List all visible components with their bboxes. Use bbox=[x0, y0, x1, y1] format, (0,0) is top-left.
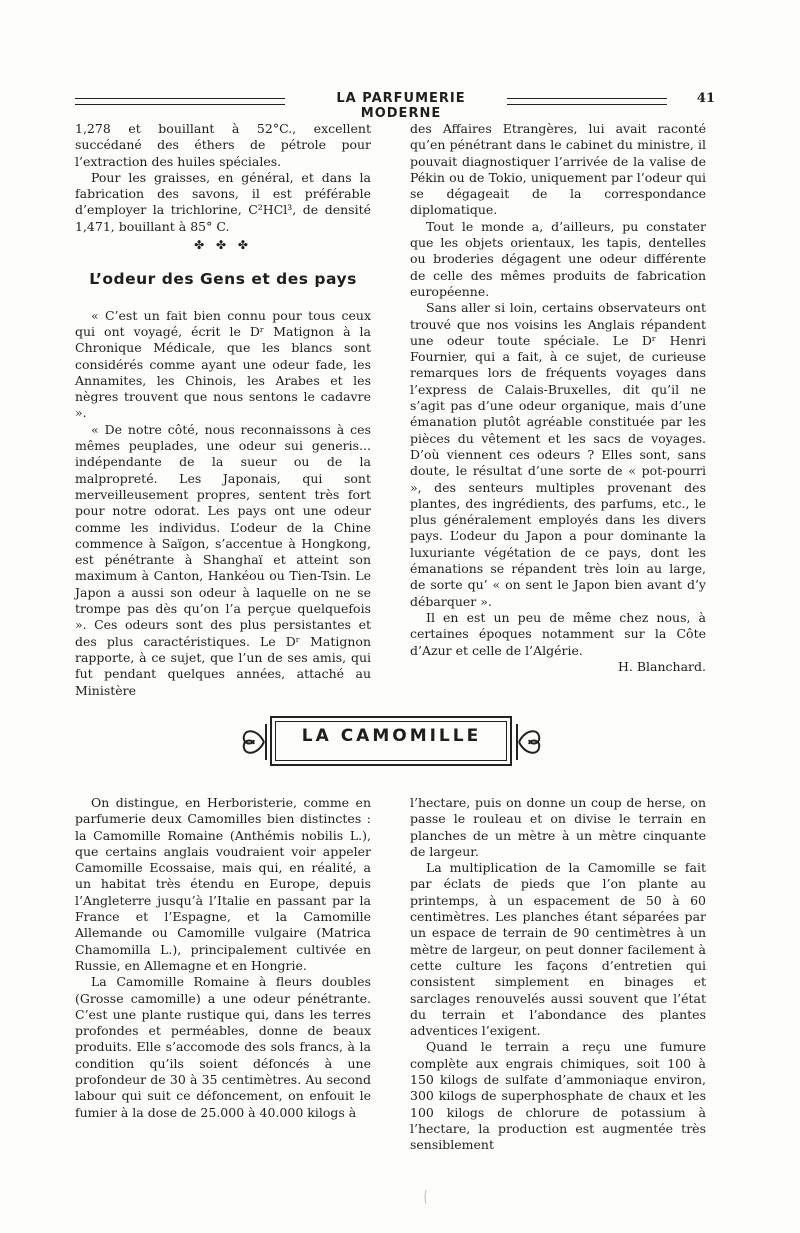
left-column-top bbox=[75, 121, 371, 699]
journal-title: LA PARFUMERIE MODERNE bbox=[336, 91, 466, 121]
header-rule-left bbox=[75, 98, 285, 105]
paragraph: La multiplication de la Camomille se fait par éclats de pieds que l’on plante au printemps, à un espacement de 50 à 60 centimètres. Les planches étant séparées par un espace de terrain de 90 centimètres à un mètre de largeur, on peut donner facilement à cette culture les façons d’entretien qui consistent simplement en binages et sarclages renouvelés aussi souvent que l’état du terrain et l’abondance des plantes adventices l’exigent. bbox=[410, 860, 706, 1039]
paragraph: l’hectare, puis on donne un coup de herse, on passe le rouleau et on divise le terrain en planches de un mètre à un mètre cinquante de largeur. bbox=[410, 795, 706, 859]
page-number: 41 bbox=[696, 91, 715, 106]
paragraph: On distingue, en Herboristerie, comme en parfumerie deux Camomilles bien distinctes : la Camomille Romaine (Anthémis nobilis L.), que certains anglais voudraient voir appeler Camomille Ecossaise, mais qui, en réalité, a un habitat très étendu en Europe, depuis l’Angleterre jusqu’à l’Italie en passant par la France et l’Espagne, et la Camomille Allemande ou Camomille vulgaire (Matrica Chamomilla L.), principalement cultivée en Russie, en Allemagne et en Hongrie. bbox=[75, 795, 371, 973]
section-heading: L’odeur des Gens et des pays bbox=[89, 270, 357, 289]
paragraph: Tout le monde a, d’ailleurs, pu constater que les objets orientaux, les tapis, dentelles ou broderies dégagent une odeur différente de celle des mêmes produits de fabrication européenne. bbox=[410, 218, 706, 299]
header-rule-right bbox=[507, 98, 667, 105]
paragraph: « C’est un fait bien connu pour tous ceux qui ont voyagé, écrit le Dʳ Matignon à la Chronique Médicale, que les blancs sont considérés comme ayant une odeur fade, les Annamites, les Chinois, les Arabes et les nègres trouvent que nous sentons le cadavre ». bbox=[75, 307, 371, 421]
right-flourish-ornament bbox=[515, 722, 545, 762]
paragraph: Pour les graisses, en général, et dans la fabrication des savons, il est préférable d’employer la trichlorine, C²HCl³, de densité 1,471, bouillant à 85° C. bbox=[75, 169, 371, 234]
paragraph: Quand le terrain a reçu une fumure complète aux engrais chimiques, soit 100 à 150 kilogs de sulfate d’ammoniaque environ, 300 kilogs de superphosphate de chaux et les 100 kilogs de chlorure de potassium à l’hectare, la production est augmentée très sensiblement bbox=[410, 1039, 706, 1153]
article-banner bbox=[238, 712, 545, 772]
right-column-bottom bbox=[410, 795, 706, 1154]
paragraph: des Affaires Etrangères, lui avait raconté qu’en pénétrant dans le cabinet du ministre, il pouvait diagnostiquer l’arrivée de la valise de Pékin ou de Tokio, uniquement par l’odeur qui se dégageait de la correspondance diplomatique. bbox=[410, 121, 706, 218]
paragraph: 1,278 et bouillant à 52°C., excellent succédané des éthers de pétrole pour l’extraction des huiles spéciales. bbox=[75, 121, 371, 169]
article-title: LA CAMOMILLE bbox=[301, 726, 482, 746]
paragraph: Il en est un peu de même chez nous, à certaines époques notamment sur la Côte d’Azur et celle de l’Algérie. bbox=[410, 609, 706, 658]
paper-speck bbox=[424, 1190, 428, 1204]
right-column-top bbox=[410, 121, 706, 675]
paragraph: « De notre côté, nous reconnaissons à ces mêmes peuplades, une odeur sui generis... indépendante de la sueur ou de la malpropreté. Les Japonais, qui sont merveilleusement propres, sentent très fort pour notre odorat. Les pays ont une odeur comme les individus. L’odeur de la Chine commence à Saïgon, s’accentue à Hongkong, est pénétrante à Shanghaï et atteint son maximum à Canton, Hankéou ou Tien-Tsin. Le Japon a aussi son odeur à laquelle on ne se trompe pas dès qu’on l’a perçue quelquefois ». Ces odeurs sont des plus persistantes et des plus caractéristiques. Le Dʳ Matignon rapporte, à ce sujet, que l’un de ses amis, qui fut pendant quelques années, attaché au Ministère bbox=[75, 421, 371, 698]
paragraph: Sans aller si loin, certains observateurs ont trouvé que nos voisins les Anglais répandent une odeur toute spéciale. Le Dʳ Henri Fournier, qui a fait, à ce sujet, de curieuse remarques lors de fréquents voyages dans l’express de Calais-Bruxelles, dit qu’il ne s’agit pas d’une odeur organique, mais d’une émanation plutôt agréable constituée par les pièces du vêtement et les sacs de voyages. D’où viennent ces odeurs ? Elles sont, sans doute, le résultat d’une sorte de « pot-pourri », des senteurs multiples provenant des plantes, des ingrédients, des parfums, etc., le plus généralement employés dans les divers pays. L’odeur du Japon a pour dominante la luxuriante végétation de ce pays, dont les émanations se répandent très loin au large, de sorte qu’ « on sent le Japon bien avant d’y débarquer ». bbox=[410, 300, 706, 609]
ornament-divider: ✤ ✤ ✤ bbox=[194, 238, 252, 253]
author-signature: H. Blanchard. bbox=[618, 658, 706, 674]
running-header bbox=[75, 91, 715, 121]
left-column-bottom bbox=[75, 795, 371, 1121]
paragraph: La Camomille Romaine à fleurs doubles (Grosse camomille) a une odeur pénétrante. C’est une plante rustique qui, dans les terres profondes et perméables, donne de beaux produits. Elle s’accomode des sols francs, à la condition qu’ils soient défoncés à une profondeur de 30 à 35 centimètres. Au second labour qui suit ce défoncement, on enfouit le fumier à la dose de 25.000 à 40.000 kilogs à bbox=[75, 974, 371, 1120]
